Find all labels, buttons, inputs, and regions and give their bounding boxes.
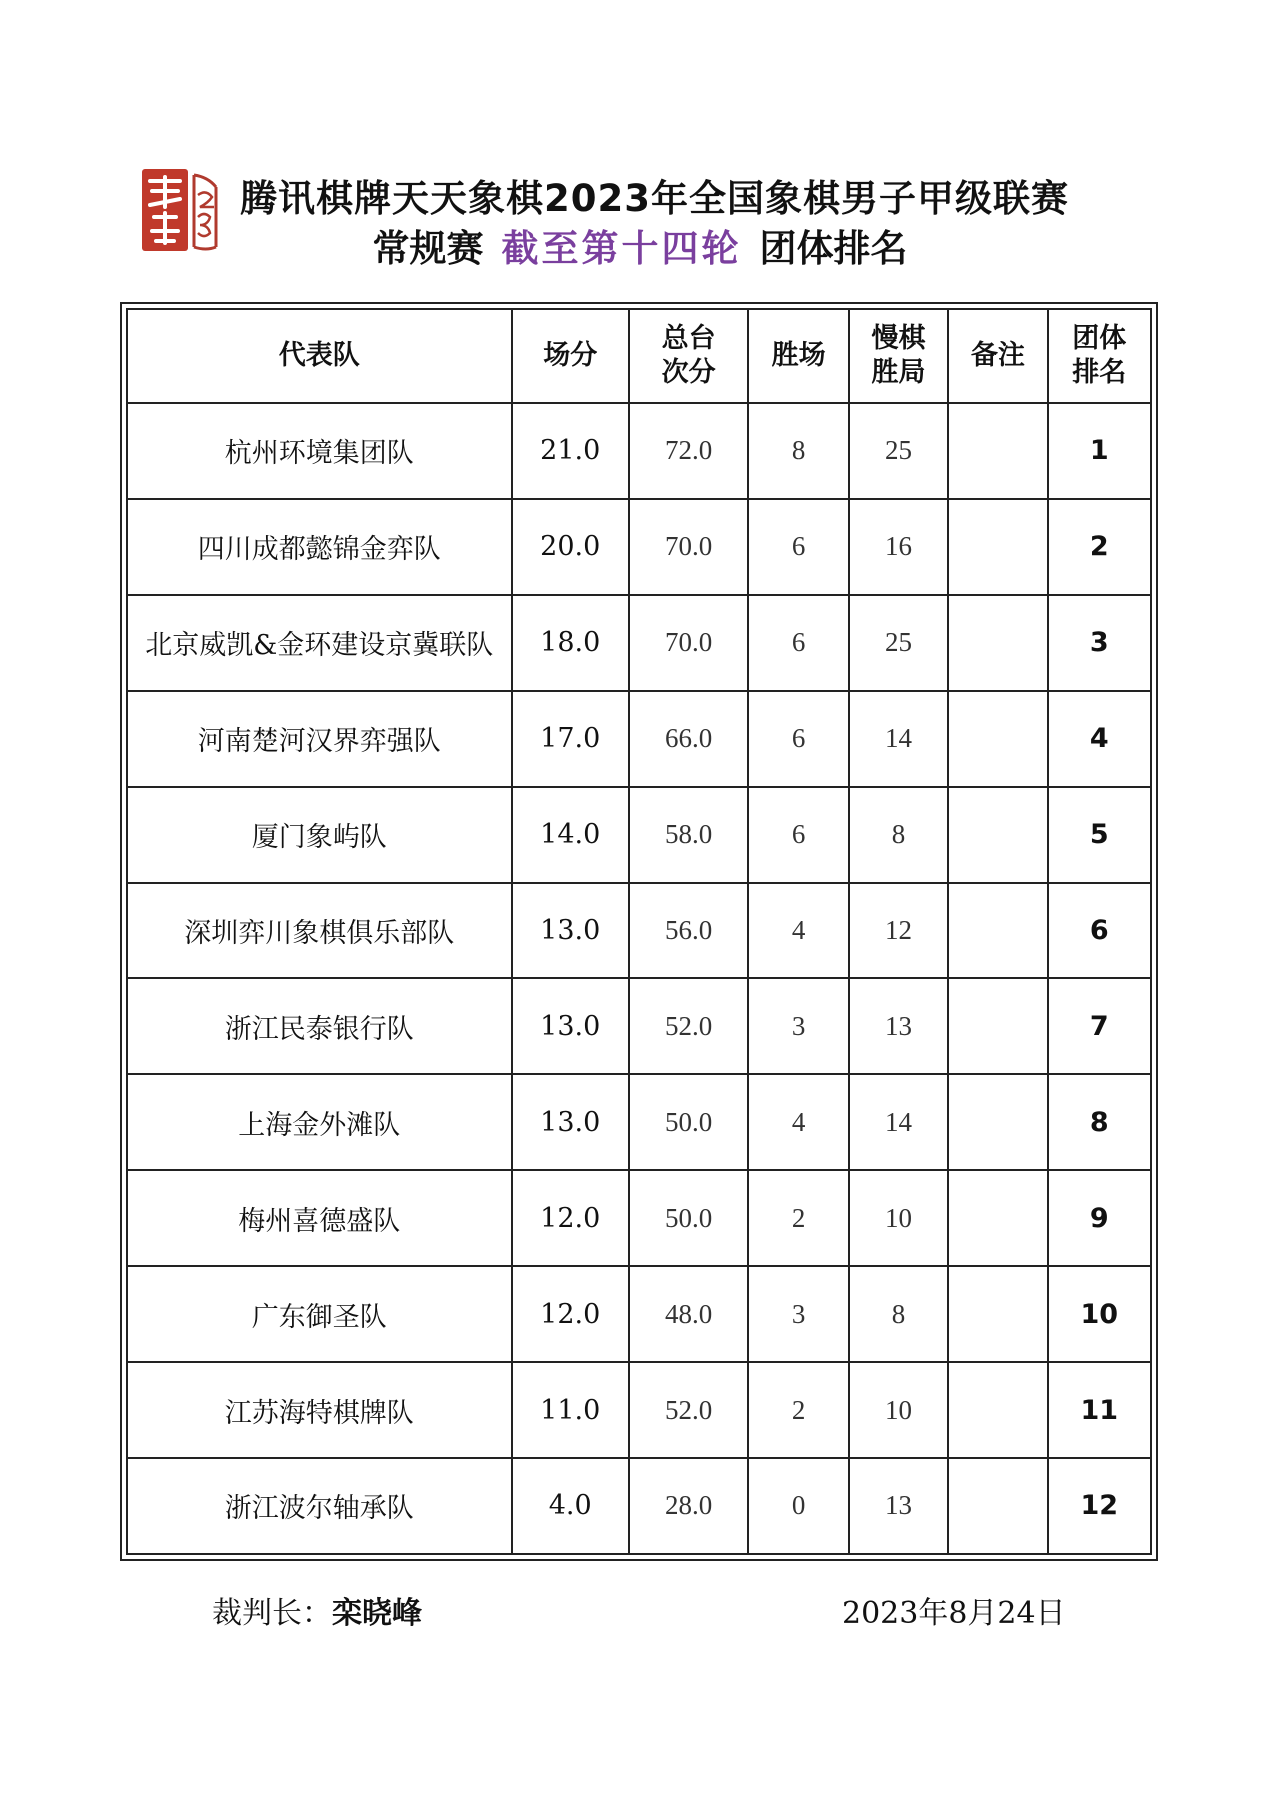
team-name: 杭州环境集团队 [127,403,512,499]
board-points: 72.0 [629,403,748,499]
remarks [948,978,1047,1074]
rank: 4 [1048,691,1151,787]
slow-wins: 8 [849,1266,948,1362]
header-team: 代表队 [127,309,512,403]
team-name: 深圳弈川象棋俱乐部队 [127,883,512,979]
slow-wins: 10 [849,1170,948,1266]
wins: 4 [748,1074,848,1170]
rank: 5 [1048,787,1151,883]
header-remarks: 备注 [948,309,1047,403]
match-points: 11.0 [512,1362,629,1458]
document-subtitle [0,218,1280,272]
wins: 6 [748,595,848,691]
rank: 12 [1048,1458,1151,1554]
rank: 1 [1048,403,1151,499]
board-points: 50.0 [629,1074,748,1170]
slow-wins: 14 [849,1074,948,1170]
slow-wins: 10 [849,1362,948,1458]
match-points: 13.0 [512,1074,629,1170]
slow-wins: 16 [849,499,948,595]
document-date: 2023年8月24日 [842,1596,1066,1631]
match-points: 18.0 [512,595,629,691]
subtitle-prefix: 常规赛 [372,227,484,270]
slow-wins: 25 [849,403,948,499]
slow-wins: 13 [849,1458,948,1554]
subtitle-suffix: 团体排名 [759,227,908,270]
board-points: 66.0 [629,691,748,787]
slow-wins: 14 [849,691,948,787]
table-row [127,499,1151,595]
table-row [127,403,1151,499]
table-row [127,595,1151,691]
match-points: 13.0 [512,978,629,1074]
rank: 9 [1048,1170,1151,1266]
table-row [127,691,1151,787]
wins: 3 [748,978,848,1074]
board-points: 28.0 [629,1458,748,1554]
board-points: 48.0 [629,1266,748,1362]
wins: 6 [748,499,848,595]
slow-wins: 25 [849,595,948,691]
header-wins: 胜场 [748,309,848,403]
team-name: 浙江民泰银行队 [127,978,512,1074]
header-match-points: 场分 [512,309,629,403]
table-row [127,1266,1151,1362]
wins: 2 [748,1362,848,1458]
header-board-points: 总台 次分 [629,309,748,403]
table-row [127,978,1151,1074]
team-name: 厦门象屿队 [127,787,512,883]
rank: 3 [1048,595,1151,691]
rank: 7 [1048,978,1151,1074]
subtitle-round-highlight: 截至第十四轮 [501,227,742,270]
chief-referee-label: 裁判长： [212,1596,332,1631]
team-name: 广东御圣队 [127,1266,512,1362]
remarks [948,691,1047,787]
match-points: 4.0 [512,1458,629,1554]
header-slow-wins: 慢棋 胜局 [849,309,948,403]
table-header-row [127,309,1151,403]
remarks [948,1266,1047,1362]
match-points: 21.0 [512,403,629,499]
remarks [948,1362,1047,1458]
table-row [127,1362,1151,1458]
slow-wins: 12 [849,883,948,979]
board-points: 70.0 [629,499,748,595]
wins: 2 [748,1170,848,1266]
wins: 4 [748,883,848,979]
rank: 10 [1048,1266,1151,1362]
remarks [948,1074,1047,1170]
table-row [127,1170,1151,1266]
match-points: 17.0 [512,691,629,787]
team-name: 梅州喜德盛队 [127,1170,512,1266]
board-points: 58.0 [629,787,748,883]
remarks [948,403,1047,499]
board-points: 56.0 [629,883,748,979]
match-points: 20.0 [512,499,629,595]
wins: 8 [748,403,848,499]
table-row [127,883,1151,979]
remarks [948,499,1047,595]
remarks [948,595,1047,691]
rank: 8 [1048,1074,1151,1170]
match-points: 14.0 [512,787,629,883]
board-points: 50.0 [629,1170,748,1266]
chief-referee-name: 栾晓峰 [332,1596,422,1631]
standings-table [126,308,1152,1555]
team-name: 河南楚河汉界弈强队 [127,691,512,787]
team-name: 江苏海特棋牌队 [127,1362,512,1458]
table-row [127,1458,1151,1554]
standings-table-frame [120,302,1158,1561]
wins: 3 [748,1266,848,1362]
board-points: 70.0 [629,595,748,691]
remarks [948,787,1047,883]
match-points: 12.0 [512,1170,629,1266]
header-rank: 团体 排名 [1048,309,1151,403]
board-points: 52.0 [629,1362,748,1458]
team-name: 北京威凯&金环建设京冀联队 [127,595,512,691]
chief-referee [212,1588,422,1632]
team-name: 上海金外滩队 [127,1074,512,1170]
remarks [948,1170,1047,1266]
team-name: 浙江波尔轴承队 [127,1458,512,1554]
table-row [127,787,1151,883]
board-points: 52.0 [629,978,748,1074]
remarks [948,883,1047,979]
rank: 2 [1048,499,1151,595]
team-name: 四川成都懿锦金弈队 [127,499,512,595]
match-points: 13.0 [512,883,629,979]
document-title: 腾讯棋牌天天象棋2023年全国象棋男子甲级联赛 [240,177,1069,220]
rank: 6 [1048,883,1151,979]
remarks [948,1458,1047,1554]
slow-wins: 13 [849,978,948,1074]
wins: 0 [748,1458,848,1554]
wins: 6 [748,691,848,787]
match-points: 12.0 [512,1266,629,1362]
table-row [127,1074,1151,1170]
slow-wins: 8 [849,787,948,883]
rank: 11 [1048,1362,1151,1458]
wins: 6 [748,787,848,883]
